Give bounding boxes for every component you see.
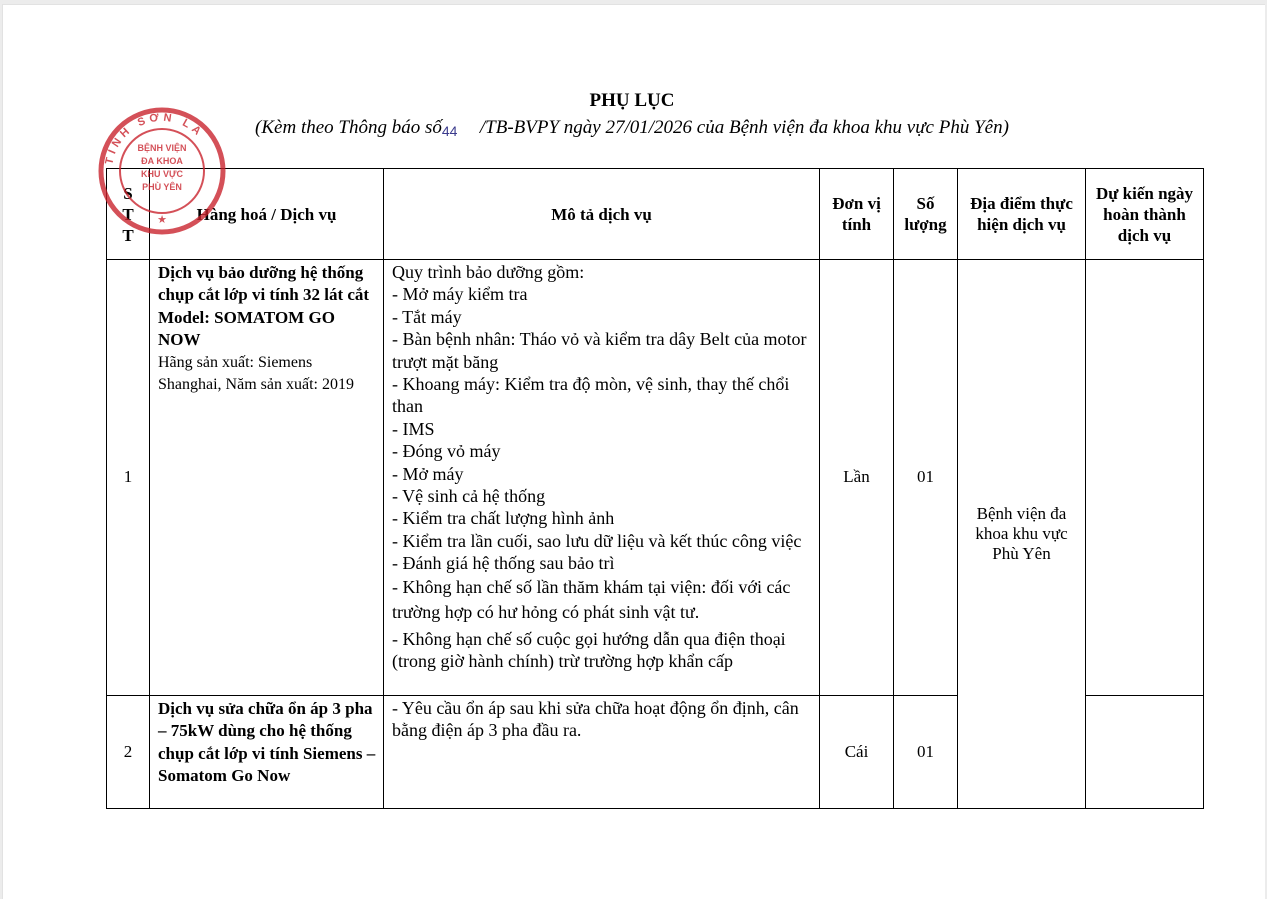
desc-line: Quy trình bảo dưỡng gồm:: [392, 262, 585, 282]
desc-line: - Đóng vỏ máy: [392, 441, 501, 462]
seal-line: PHÙ YÊN: [142, 182, 182, 192]
page-subtitle: [0, 117, 1264, 139]
row-due: [1086, 260, 1204, 696]
header-desc: Mô tả dịch vụ: [384, 169, 820, 260]
desc-line: - Yêu cầu ổn áp sau khi sửa chữa hoạt động ổn định, cân bằng điện áp 3 pha đầu ra.: [392, 698, 799, 741]
desc-line: - Kiểm tra lần cuối, sao lưu dữ liệu và kết thúc công việc: [392, 530, 802, 551]
row-place: Bệnh viện đa khoa khu vực Phù Yên: [958, 260, 1086, 809]
row-qty: 01: [894, 260, 958, 696]
desc-line: - Tắt máy: [392, 306, 462, 327]
page-title: PHỤ LỤC: [589, 90, 675, 111]
service-table: [106, 168, 1204, 809]
subtitle-suffix: /TB-BVPY ngày 27/01/2026 của Bệnh viện đa khoa khu vực Phù Yên): [479, 117, 1009, 138]
item-manufacturer: Hãng sản xuất: Siemens Shanghai, Năm sản xuất: 2019: [158, 353, 354, 394]
header-item: Hàng hoá / Dịch vụ: [150, 169, 384, 260]
header-stt: STT: [107, 169, 150, 260]
desc-line: - Kiểm tra chất lượng hình ảnh: [392, 508, 615, 529]
seal-line: BỆNH VIỆN: [137, 143, 187, 153]
header-qty: Số lượng: [894, 169, 958, 260]
desc-line: - Không hạn chế số cuộc gọi hướng dẫn qua điện thoại (trong giờ hành chính) trừ trường hợp khẩn cấp: [392, 628, 786, 672]
doc-number: 44: [441, 123, 458, 139]
desc-line: - Bàn bệnh nhân: Tháo vỏ và kiểm tra dây Belt của motor trượt mặt băng: [392, 329, 807, 372]
table-header-row: [107, 169, 1204, 260]
seal-arc-text: TỈNH SƠN LA: [103, 111, 207, 166]
item-model: Model: SOMATOM GO NOW: [158, 307, 335, 350]
row-unit: Cái: [820, 696, 894, 809]
seal-star-icon: ★: [157, 213, 167, 226]
row-item: [150, 260, 384, 696]
desc-line: - Mở máy: [392, 463, 464, 484]
row-stt: 1: [107, 260, 150, 696]
seal-line: ĐA KHOA: [141, 156, 183, 166]
desc-line: - Mở máy kiểm tra: [392, 284, 528, 305]
desc-line: - Vệ sinh cả hệ thống: [392, 486, 546, 507]
desc-line: - IMS: [392, 418, 435, 439]
row-qty: 01: [894, 696, 958, 809]
header-due: Dự kiến ngày hoàn thành dịch vụ: [1086, 169, 1204, 260]
row-item: [150, 696, 384, 809]
row-unit: Lần: [820, 260, 894, 696]
table-row: [107, 260, 1204, 696]
row-stt: 2: [107, 696, 150, 809]
subtitle-prefix: (Kèm theo Thông báo số: [255, 117, 442, 138]
desc-line: - Khoang máy: Kiểm tra độ mòn, vệ sinh, thay thế chổi than: [392, 374, 790, 417]
item-name: Dịch vụ bảo dưỡng hệ thống chụp cắt lớp vi tính 32 lát cắt: [158, 263, 370, 305]
seal-line: KHU VỰC: [141, 169, 183, 179]
desc-line: - Đánh giá hệ thống sau bảo trì: [392, 553, 615, 574]
header-place: Địa điểm thực hiện dịch vụ: [958, 169, 1086, 260]
header-unit: Đơn vị tính: [820, 169, 894, 260]
row-description: [384, 696, 820, 809]
row-description: [384, 260, 820, 696]
item-name: Dịch vụ sửa chữa ổn áp 3 pha – 75kW dùng cho hệ thống chụp cắt lớp vi tính Siemens – Somatom Go Now: [158, 699, 376, 786]
desc-line: - Không hạn chế số lần thăm khám tại viện: đối với các trường hợp có hư hỏng có phát sinh vật tư.: [392, 576, 791, 622]
row-due: [1086, 696, 1204, 809]
